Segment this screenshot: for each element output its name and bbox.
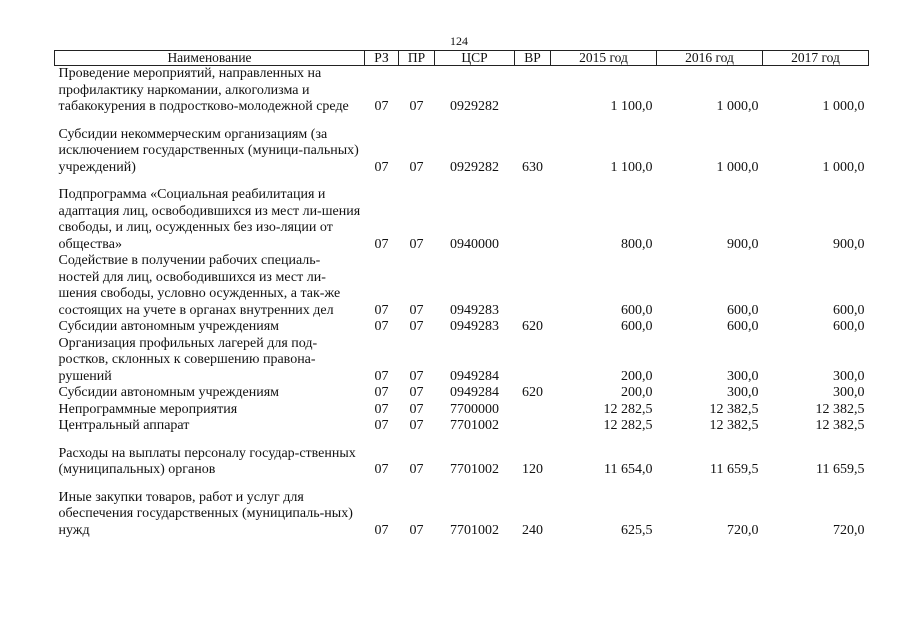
row-2016: 1 000,0	[716, 159, 759, 175]
row-2016: 300,0	[727, 368, 759, 384]
row-name: Субсидии автономным учреждениям	[58, 385, 280, 400]
row-vr: 630	[522, 159, 543, 175]
row-2015: 12 282,5	[603, 418, 653, 433]
row-name: Организация профильных лагерей для под-ростков, склонных к совершению правона-рушений	[58, 335, 318, 384]
row-2017: 12 382,5	[815, 418, 865, 433]
row-name: Расходы на выплаты персоналу государ-ственных (муниципальных) органов	[58, 445, 356, 477]
row-name: Содействие в получении рабочих специаль-ностей для лиц, освободившихся из мест ли-шения свободы, условно осужденных, а так-же состоящих на учете в органах внутренних дел	[58, 253, 341, 318]
row-vr	[515, 253, 551, 319]
row-2016: 300,0	[727, 385, 759, 400]
table-row	[55, 319, 869, 336]
row-pr: 07	[409, 319, 424, 334]
row-vr	[515, 402, 551, 419]
table-row	[55, 253, 869, 319]
row-name: Центральный аппарат	[58, 418, 190, 433]
row-pr: 07	[409, 462, 424, 477]
table-row	[55, 66, 869, 116]
row-vr	[515, 418, 551, 435]
header-rz: РЗ	[365, 51, 399, 66]
row-2017: 600,0	[833, 302, 865, 318]
row-rz: 07	[374, 401, 389, 417]
row-name: Непрограммные мероприятия	[58, 401, 238, 417]
header-2015: 2015 год	[551, 51, 657, 66]
row-2016: 900,0	[727, 236, 759, 252]
row-2015: 625,5	[621, 522, 653, 538]
row-rz: 07	[374, 418, 389, 433]
row-name: Субсидии автономным учреждениям	[58, 319, 280, 334]
table-header-row	[55, 51, 869, 66]
row-2016: 600,0	[727, 319, 759, 334]
row-2016: 12 382,5	[709, 418, 759, 433]
row-2015: 1 100,0	[610, 99, 653, 114]
row-rz: 07	[374, 302, 389, 318]
row-name: Субсидии некоммерческим организациям (за исключением государственных (муници-пальных) учреждений)	[58, 126, 359, 175]
row-rz: 07	[374, 368, 389, 384]
row-name: Проведение мероприятий, направленных на профилактику наркомании, алкоголизма и табакокурения в подростково-молодежной среде	[58, 66, 349, 114]
header-vr: ВР	[515, 51, 551, 66]
row-2015: 800,0	[621, 236, 653, 252]
header-2016: 2016 год	[657, 51, 763, 66]
row-rz: 07	[374, 522, 389, 538]
row-pr: 07	[409, 401, 424, 417]
row-csr: 7701002	[450, 522, 499, 538]
row-csr: 0949283	[450, 319, 499, 334]
row-pr: 07	[409, 159, 424, 175]
row-rz: 07	[374, 99, 389, 114]
row-pr: 07	[409, 302, 424, 318]
table-row	[55, 385, 869, 402]
row-rz: 07	[374, 236, 389, 252]
row-csr: 0940000	[450, 236, 499, 252]
row-pr: 07	[409, 418, 424, 433]
row-vr	[515, 336, 551, 386]
row-vr	[515, 176, 551, 253]
row-2016: 600,0	[727, 302, 759, 318]
row-2016: 12 382,5	[709, 401, 759, 417]
row-2015: 200,0	[621, 368, 653, 384]
row-name: Подпрограмма «Социальная реабилитация и адаптация лиц, освободившихся из мест ли-шения свободы, и лиц, осужденных без изо-ляции от общества»	[58, 187, 361, 252]
row-name: Иные закупки товаров, работ и услуг для обеспечения государственных (муниципаль-ных) нужд	[58, 489, 353, 538]
row-csr: 7701002	[450, 418, 499, 433]
row-2015: 600,0	[621, 302, 653, 318]
table-row	[55, 176, 869, 253]
row-vr: 120	[522, 462, 543, 477]
row-2015: 1 100,0	[610, 159, 653, 175]
row-csr: 0949283	[450, 302, 499, 318]
row-csr: 0949284	[450, 368, 499, 384]
row-2016: 1 000,0	[716, 99, 759, 114]
header-pr: ПР	[399, 51, 435, 66]
row-vr: 620	[522, 385, 543, 400]
row-2017: 300,0	[833, 368, 865, 384]
header-csr: ЦСР	[435, 51, 515, 66]
row-csr: 7700000	[450, 401, 499, 417]
budget-table	[54, 50, 869, 539]
row-2016: 11 659,5	[710, 462, 759, 477]
row-2017: 900,0	[833, 236, 865, 252]
row-pr: 07	[409, 99, 424, 114]
row-csr: 0929282	[450, 99, 499, 114]
table-row	[55, 435, 869, 479]
table-row	[55, 418, 869, 435]
row-pr: 07	[409, 236, 424, 252]
row-csr: 7701002	[450, 462, 499, 477]
row-2017: 600,0	[833, 319, 865, 334]
row-pr: 07	[409, 522, 424, 538]
row-pr: 07	[409, 368, 424, 384]
row-csr: 0929282	[450, 159, 499, 175]
row-vr: 620	[522, 319, 543, 334]
row-rz: 07	[374, 462, 389, 477]
row-2017: 11 659,5	[816, 462, 865, 477]
row-2015: 12 282,5	[603, 401, 653, 417]
row-2017: 1 000,0	[822, 99, 865, 114]
table-row	[55, 479, 869, 540]
row-2017: 1 000,0	[822, 159, 865, 175]
table-row	[55, 402, 869, 419]
row-vr	[515, 66, 551, 116]
row-2015: 11 654,0	[604, 462, 653, 477]
row-2017: 720,0	[833, 522, 865, 538]
row-rz: 07	[374, 159, 389, 175]
header-name: Наименование	[55, 51, 365, 66]
row-2015: 600,0	[621, 319, 653, 334]
row-vr: 240	[522, 522, 543, 538]
row-2017: 300,0	[833, 385, 865, 400]
row-rz: 07	[374, 319, 389, 334]
table-row	[55, 116, 869, 177]
row-2017: 12 382,5	[815, 401, 865, 417]
row-pr: 07	[409, 385, 424, 400]
header-2017: 2017 год	[763, 51, 869, 66]
table-row	[55, 336, 869, 386]
row-2015: 200,0	[621, 385, 653, 400]
page-number: 124	[450, 34, 468, 48]
row-rz: 07	[374, 385, 389, 400]
row-2016: 720,0	[727, 522, 759, 538]
row-csr: 0949284	[450, 385, 499, 400]
